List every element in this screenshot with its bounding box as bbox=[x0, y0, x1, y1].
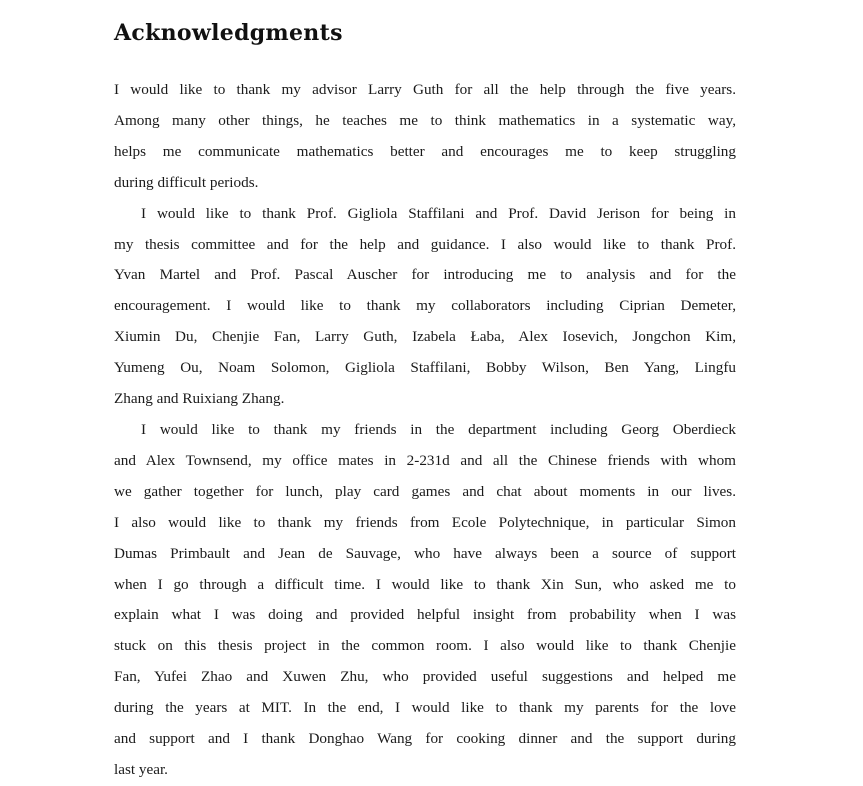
text-line: I also would like to thank my friends from Ecole Polytechnique, in particular Simon bbox=[114, 513, 736, 531]
text-line: my thesis committee and for the help and guidance. I also would like to thank Prof. bbox=[114, 235, 736, 253]
text-line: we gather together for lunch, play card games and chat about moments in our lives. bbox=[114, 482, 736, 500]
text-line: I would like to thank Prof. Gigliola Staffilani and Prof. David Jerison for being in bbox=[141, 204, 736, 222]
text-line: Yumeng Ou, Noam Solomon, Gigliola Staffilani, Bobby Wilson, Ben Yang, Lingfu bbox=[114, 359, 736, 377]
text-line: encouragement. I would like to thank my collaborators including Ciprian Demeter, bbox=[114, 297, 736, 315]
text-line: stuck on this thesis project in the common room. I also would like to thank Chenjie bbox=[114, 637, 736, 655]
text-line: I would like to thank my advisor Larry Guth for all the help through the five years. bbox=[114, 81, 736, 98]
text-line: helps me communicate mathematics better and encourages me to keep struggling bbox=[114, 142, 736, 160]
text-line: I would like to thank my friends in the department including Georg Oberdieck bbox=[141, 420, 736, 438]
text-line: Dumas Primbault and Jean de Sauvage, who have always been a source of support bbox=[114, 544, 736, 562]
paragraph-1 bbox=[114, 75, 736, 199]
acknowledgments-body bbox=[114, 75, 736, 786]
paragraph-2 bbox=[114, 199, 736, 415]
text-line: during the years at MIT. In the end, I would like to thank my parents for the love bbox=[114, 699, 736, 717]
text-line: and support and I thank Donghao Wang for cooking dinner and the support during bbox=[114, 730, 736, 748]
text-line: Fan, Yufei Zhao and Xuwen Zhu, who provided useful suggestions and helped me bbox=[114, 668, 736, 686]
document-page bbox=[114, 18, 736, 786]
paragraph-3 bbox=[114, 415, 736, 786]
text-line: during difficult periods. bbox=[114, 173, 259, 191]
text-line: Xiumin Du, Chenjie Fan, Larry Guth, Izabela Łaba, Alex Iosevich, Jongchon Kim, bbox=[114, 328, 736, 346]
text-line: when I go through a difficult time. I would like to thank Xin Sun, who asked me to bbox=[114, 575, 736, 593]
text-line: and Alex Townsend, my office mates in 2-231d and all the Chinese friends with whom bbox=[114, 451, 736, 469]
text-line: explain what I was doing and provided helpful insight from probability when I was bbox=[114, 606, 736, 624]
text-line: last year. bbox=[114, 760, 168, 778]
page-title: Acknowledgments bbox=[114, 20, 343, 46]
text-line: Zhang and Ruixiang Zhang. bbox=[114, 390, 285, 408]
text-line: Yvan Martel and Prof. Pascal Auscher for introducing me to analysis and for the bbox=[114, 266, 736, 284]
text-line: Among many other things, he teaches me to think mathematics in a systematic way, bbox=[114, 111, 736, 129]
